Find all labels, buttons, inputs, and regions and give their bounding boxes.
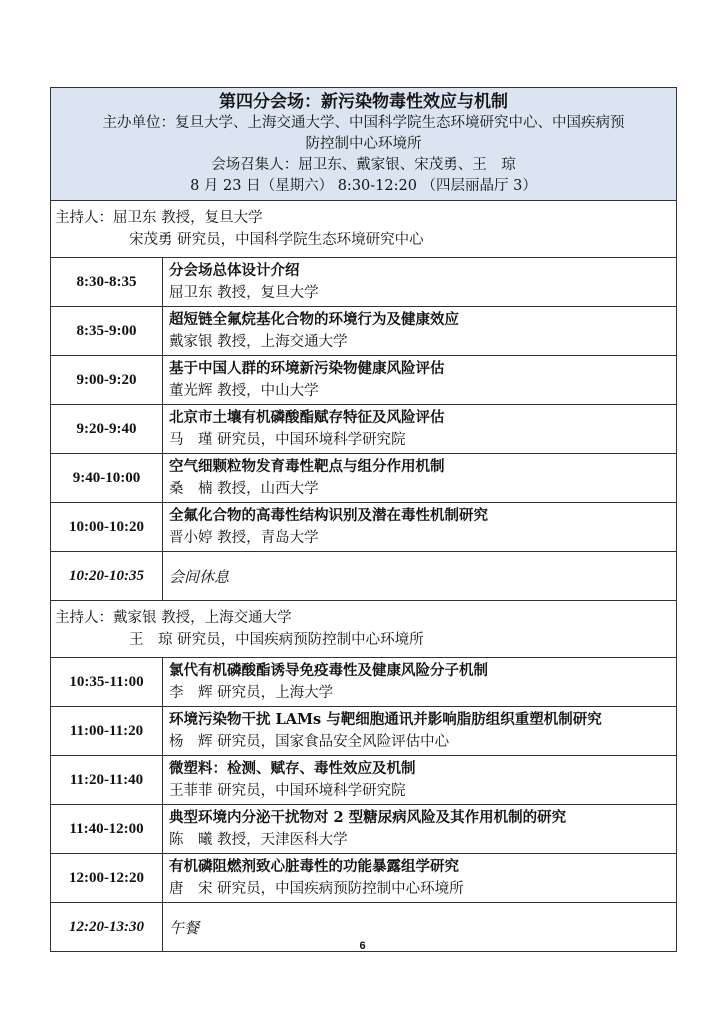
talk-detail — [163, 756, 677, 805]
break-row — [51, 552, 677, 601]
talk-time: 11:00-11:20 — [51, 707, 163, 756]
chair-line: 宋茂勇 研究员，中国科学院生态环境研究中心 — [129, 232, 424, 248]
talk-speaker: 屈卫东 教授，复旦大学 — [169, 285, 319, 301]
talk-title: 分会场总体设计介绍 — [169, 262, 300, 279]
talk-time: 12:00-12:20 — [51, 854, 163, 903]
talk-time: 8:30-8:35 — [51, 258, 163, 307]
talk-time: 11:20-11:40 — [51, 756, 163, 805]
session-title: 第四分会场：新污染物毒性效应与机制 — [219, 92, 508, 112]
talk-detail — [163, 707, 677, 756]
talk-detail — [163, 503, 677, 552]
talk-title: 全氟化合物的高毒性结构识别及潜在毒性机制研究 — [169, 507, 488, 524]
talk-speaker: 陈 曦 教授，天津医科大学 — [169, 832, 348, 848]
talk-detail — [163, 805, 677, 854]
break-label: 会间休息 — [163, 552, 677, 601]
talk-time: 9:00-9:20 — [51, 356, 163, 405]
talk-detail — [163, 658, 677, 707]
chair-row — [51, 201, 677, 258]
session-schedule-table — [50, 87, 677, 952]
talk-title: 基于中国人群的环境新污染物健康风险评估 — [169, 360, 445, 377]
chair-line: 主持人：戴家银 教授，上海交通大学 — [55, 610, 292, 626]
talk-detail — [163, 405, 677, 454]
talk-title: 典型环境内分泌干扰物对 2 型糖尿病风险及其作用机制的研究 — [169, 809, 567, 826]
talk-title: 空气细颗粒物发育毒性靶点与组分作用机制 — [169, 458, 445, 475]
talk-speaker: 唐 宋 研究员，中国疾病预防控制中心环境所 — [169, 881, 464, 897]
talk-title: 氯代有机磷酸酯诱导免疫毒性及健康风险分子机制 — [169, 662, 488, 679]
talk-time: 9:20-9:40 — [51, 405, 163, 454]
session-header-row — [51, 88, 677, 201]
talk-speaker: 董光辉 教授，中山大学 — [169, 383, 319, 399]
talk-row — [51, 658, 677, 707]
session-datetime: 8 月 23 日（星期六） 8:30-12:20 （四层丽晶厅 3） — [190, 178, 537, 194]
talk-time: 10:00-10:20 — [51, 503, 163, 552]
chair-cell — [51, 601, 677, 658]
talk-row — [51, 307, 677, 356]
talk-title: 有机磷阻燃剂致心脏毒性的功能暴露组学研究 — [169, 858, 459, 875]
talk-time: 9:40-10:00 — [51, 454, 163, 503]
organizers-line-2: 防控制中心环境所 — [305, 136, 422, 152]
talk-row — [51, 707, 677, 756]
talk-row — [51, 756, 677, 805]
talk-title: 环境污染物干扰 LAMs 与靶细胞通讯并影响脂肪组织重塑机制研究 — [169, 711, 602, 728]
talk-title: 微塑料：检测、赋存、毒性效应及机制 — [169, 760, 416, 777]
talk-detail — [163, 258, 677, 307]
talk-speaker: 晋小婷 教授，青岛大学 — [169, 530, 319, 546]
talk-speaker: 王菲菲 研究员，中国环境科学研究院 — [169, 783, 406, 799]
organizers-line-1: 主办单位：复旦大学、上海交通大学、中国科学院生态环境研究中心、中国疾病预 — [102, 115, 625, 131]
break-time: 12:20-13:30 — [51, 903, 163, 952]
break-label: 午餐 — [163, 903, 677, 952]
talk-speaker: 马 瑾 研究员，中国环境科学研究院 — [169, 432, 406, 448]
chair-line: 主持人：屈卫东 教授，复旦大学 — [55, 210, 263, 226]
chair-line: 王 琼 研究员，中国疾病预防控制中心环境所 — [129, 632, 424, 648]
page-number: 6 — [359, 940, 366, 952]
talk-time: 10:35-11:00 — [51, 658, 163, 707]
session-header — [51, 88, 677, 201]
talk-row — [51, 454, 677, 503]
talk-row — [51, 854, 677, 903]
conveners: 会场召集人：屈卫东、戴家银、宋茂勇、王 琼 — [211, 157, 516, 173]
talk-speaker: 戴家银 教授，上海交通大学 — [169, 334, 348, 350]
talk-row — [51, 503, 677, 552]
talk-time: 8:35-9:00 — [51, 307, 163, 356]
break-time: 10:20-10:35 — [51, 552, 163, 601]
talk-title: 北京市土壤有机磷酸酯赋存特征及风险评估 — [169, 409, 445, 426]
chair-cell — [51, 201, 677, 258]
talk-row — [51, 356, 677, 405]
talk-title: 超短链全氟烷基化合物的环境行为及健康效应 — [169, 311, 459, 328]
talk-row — [51, 258, 677, 307]
talk-detail — [163, 454, 677, 503]
talk-detail — [163, 356, 677, 405]
talk-speaker: 桑 楠 教授，山西大学 — [169, 481, 319, 497]
talk-speaker: 李 辉 研究员，上海大学 — [169, 685, 334, 701]
talk-row — [51, 805, 677, 854]
talk-time: 11:40-12:00 — [51, 805, 163, 854]
talk-detail — [163, 854, 677, 903]
talk-row — [51, 405, 677, 454]
chair-row — [51, 601, 677, 658]
talk-speaker: 杨 辉 研究员，国家食品安全风险评估中心 — [169, 734, 450, 750]
talk-detail — [163, 307, 677, 356]
